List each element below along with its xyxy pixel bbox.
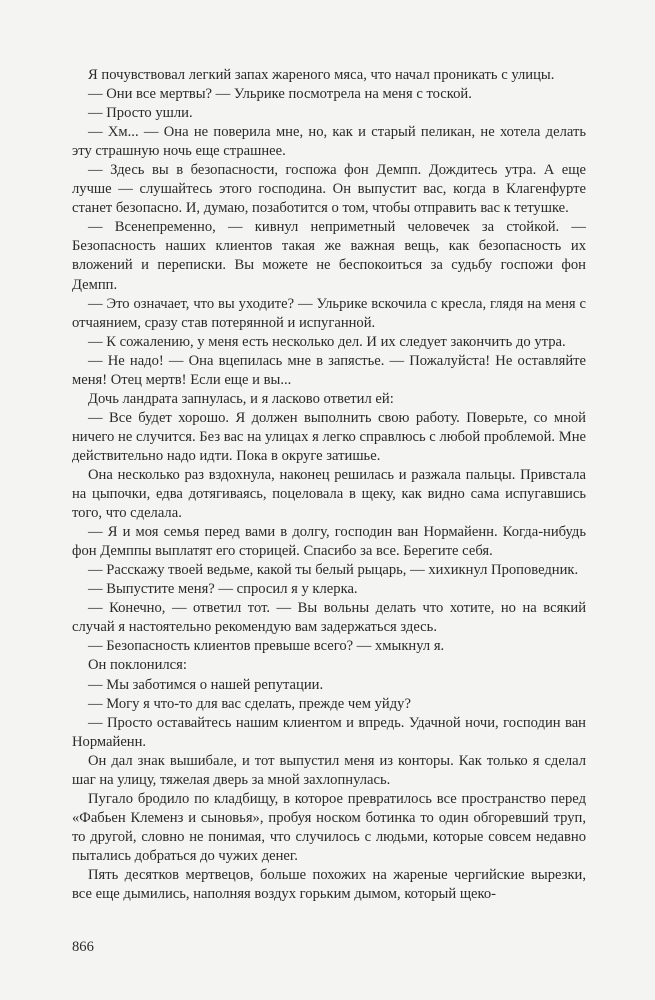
- paragraph: Она несколько раз вздохнула, наконец решилась и разжала пальцы. Привстала на цыпочки, едва дотягиваясь, поцеловала в щеку, как видно сама испугавшись того, что сделала.: [72, 466, 586, 522]
- paragraph: Он дал знак вышибале, и тот выпустил меня из конторы. Как только я сделал шаг на улицу, тяжелая дверь за мной захлопнулась.: [72, 752, 586, 788]
- paragraph: — Хм... — Она не поверила мне, но, как и старый пеликан, не хотела делать эту страшную ночь еще страшнее.: [72, 124, 586, 160]
- body-text: [72, 66, 586, 904]
- paragraph: — Расскажу твоей ведьме, какой ты белый рыцарь, — хихикнул Проповедник.: [88, 562, 579, 579]
- paragraph: — Всенепременно, — кивнул неприметный человечек за стойкой. — Безопасность наших клиентов такая же важная вещь, как безопасность их вложений и переписки. Вы можете не беспокоиться за судьбу госпожи фон Демпп.: [72, 219, 586, 293]
- paragraph: — К сожалению, у меня есть несколько дел. И их следует закончить до утра.: [88, 333, 566, 350]
- paragraph: — Не надо! — Она вцепилась мне в запястье. — Пожалуйста! Не оставляйте меня! Отец мертв! Если еще и вы...: [72, 352, 586, 388]
- paragraph: — Просто оставайтесь нашим клиентом и впредь. Удачной ночи, господин ван Нормайенн.: [72, 714, 586, 750]
- paragraph: — Это означает, что вы уходите? — Ульрике вскочила с кресла, глядя на меня с отчаянием, сразу став потерянной и испуганной.: [72, 295, 586, 331]
- paragraph: Он поклонился:: [88, 657, 187, 674]
- paragraph: — Конечно, — ответил тот. — Вы вольны делать что хотите, но на всякий случай я настоятельно рекомендую вам задержаться здесь.: [72, 600, 586, 636]
- paragraph: — Здесь вы в безопасности, госпожа фон Демпп. Дождитесь утра. А еще лучше — слушайтесь этого господина. Он выпустит вас, когда в Клагенфурте станет безопасно. И, думаю, позаботится о том, чтобы отправить вас к тетушке.: [72, 162, 586, 217]
- paragraph: — Могу я что-то для вас сделать, прежде чем уйду?: [88, 695, 411, 712]
- paragraph: — Безопасность клиентов превыше всего? — хмыкнул я.: [88, 638, 445, 655]
- paragraph: — Выпустите меня? — спросил я у клерка.: [88, 581, 358, 598]
- paragraph: Дочь ландрата запнулась, и я ласково ответил ей:: [88, 390, 394, 407]
- paragraph: — Они все мертвы? — Ульрике посмотрела на меня с тоской.: [88, 86, 472, 103]
- paragraph: — Все будет хорошо. Я должен выполнить свою работу. Поверьте, со мной ничего не случится. Без вас на улицах я легко справлюсь с любой проблемой. Мне действительно надо идти. Пока в округе затишье.: [72, 409, 586, 464]
- paragraph: Пугало бродило по кладбищу, в которое превратилось все пространство перед «Фабьен Клеменз и сыновья», пробуя носком ботинка то один обгоревший труп, то другой, словно не понимая, что случилось с людьми, которые совсем недавно пытались добраться до чужих денег.: [72, 790, 586, 864]
- paragraph: Я почувствовал легкий запах жареного мяса, что начал проникать с улицы.: [88, 67, 555, 83]
- page-number: 866: [72, 939, 94, 955]
- paragraph: Пять десятков мертвецов, больше похожих на жареные чергийские вырезки, все еще дымились, наполняя воздух горьким дымом, который щеко-: [72, 866, 586, 903]
- paragraph: — Мы заботимся о нашей репутации.: [88, 676, 324, 693]
- paragraph: — Я и моя семья перед вами в долгу, господин ван Нормайенн. Когда-нибудь фон Демппы выплатят его сторицей. Спасибо за все. Берегите себя.: [72, 524, 586, 560]
- paragraph: — Просто ушли.: [88, 105, 193, 122]
